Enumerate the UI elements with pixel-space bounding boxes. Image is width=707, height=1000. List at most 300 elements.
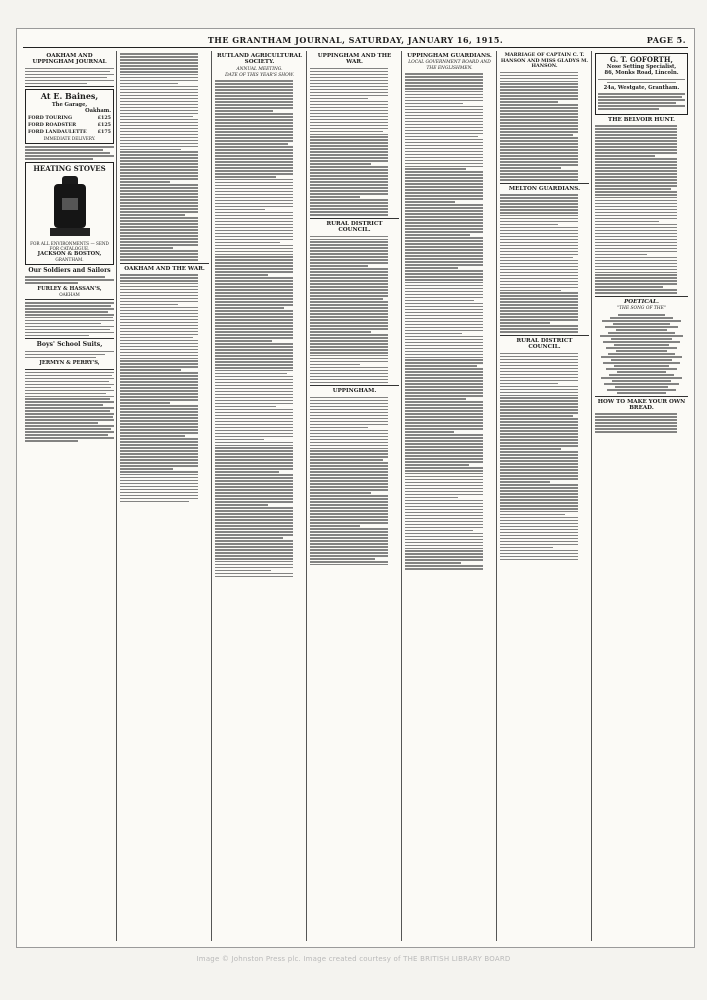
text-line	[215, 495, 293, 497]
text-line	[500, 89, 578, 91]
text-line	[215, 107, 293, 109]
text-line	[405, 234, 470, 236]
text-line	[405, 345, 483, 347]
text-line	[500, 514, 565, 516]
text-line	[120, 408, 198, 410]
text-line	[617, 371, 666, 373]
text-line	[215, 143, 288, 145]
text-line	[120, 101, 198, 103]
text-line	[215, 519, 293, 521]
text-line	[215, 546, 293, 548]
text-line	[405, 85, 483, 87]
text-line	[310, 128, 388, 130]
newspaper-page	[16, 28, 695, 948]
text-line	[595, 146, 677, 148]
text-line	[595, 266, 677, 268]
text-line	[405, 118, 483, 120]
text-line	[215, 456, 293, 458]
text-line	[215, 92, 293, 94]
text-line	[215, 433, 293, 435]
text-line	[405, 497, 458, 499]
text-line	[120, 456, 198, 458]
text-line	[500, 377, 578, 379]
text-line	[215, 167, 293, 169]
text-line	[215, 537, 283, 539]
text-line	[500, 481, 550, 483]
text-line	[500, 386, 578, 388]
text-line	[405, 124, 483, 126]
text-line	[500, 269, 578, 271]
text-line	[405, 425, 483, 427]
text-line	[120, 492, 198, 494]
text-line	[215, 274, 268, 276]
text-line	[500, 505, 578, 507]
text-line	[120, 283, 198, 285]
text-line	[310, 486, 388, 488]
text-line	[120, 444, 198, 446]
text-line	[405, 103, 463, 105]
stoves-advert	[25, 162, 114, 265]
text-line	[500, 83, 578, 85]
poem-title: "THE SONG OF THE"	[617, 306, 666, 312]
text-line	[500, 454, 578, 456]
text-line	[405, 339, 483, 341]
text-line	[310, 459, 383, 461]
text-line	[120, 256, 198, 258]
text-line	[595, 137, 677, 139]
text-line	[120, 160, 198, 162]
text-line	[215, 271, 293, 273]
col6-heading2: MELTON GUARDIANS.	[508, 185, 581, 192]
text-line	[120, 498, 198, 500]
text-line	[120, 181, 170, 183]
text-line	[614, 365, 669, 367]
text-line	[120, 238, 198, 240]
text-line	[310, 283, 388, 285]
text-line	[500, 125, 578, 127]
columns	[23, 51, 688, 941]
text-line	[595, 419, 677, 421]
text-line	[310, 250, 388, 252]
text-line	[595, 128, 677, 130]
text-line	[215, 558, 293, 560]
text-line	[215, 95, 293, 97]
text-line	[120, 393, 198, 395]
text-line	[310, 286, 388, 288]
text-line	[120, 250, 198, 252]
text-line	[310, 406, 388, 408]
column-1	[23, 51, 117, 941]
text-line	[500, 275, 578, 277]
text-line	[500, 415, 573, 417]
text-line	[405, 121, 483, 123]
text-line	[405, 437, 483, 439]
text-line	[120, 202, 198, 204]
jermyn-name: JERMYN & PERRY'S,	[39, 360, 100, 367]
text-line	[405, 398, 466, 400]
text-line	[120, 399, 198, 401]
text-line	[405, 548, 483, 550]
text-line	[595, 206, 677, 208]
text-line	[405, 383, 483, 385]
text-line	[215, 576, 293, 578]
text-line	[405, 342, 483, 344]
text-line	[405, 461, 483, 463]
text-line	[215, 191, 293, 193]
text-line	[120, 154, 198, 156]
text-line	[405, 255, 483, 257]
text-line	[215, 251, 293, 253]
text-line	[405, 449, 483, 451]
text-line	[120, 369, 181, 371]
text-line	[215, 286, 293, 288]
text-line	[310, 343, 388, 345]
text-line	[215, 462, 293, 464]
text-line	[405, 357, 483, 359]
text-line	[405, 539, 483, 541]
col2-heading: OAKHAM AND THE WAR.	[124, 265, 205, 272]
text-line	[500, 359, 578, 361]
text-line	[500, 517, 578, 519]
col4-heading: UPPINGHAM AND THE WAR.	[317, 53, 392, 66]
text-line	[310, 236, 388, 238]
text-line	[405, 410, 483, 412]
text-line	[405, 151, 483, 153]
text-line	[310, 397, 388, 399]
text-line	[405, 198, 483, 200]
price-row: FORD ROADSTER £125	[28, 122, 111, 129]
text-line	[120, 346, 198, 348]
text-line	[595, 173, 677, 175]
text-line	[605, 326, 678, 328]
text-line	[215, 385, 293, 387]
text-line	[500, 469, 578, 471]
text-line	[500, 389, 578, 391]
text-line	[310, 292, 388, 294]
text-line	[500, 113, 578, 115]
text-line	[215, 489, 293, 491]
text-line	[215, 367, 293, 369]
text-line	[215, 236, 293, 238]
text-line	[405, 171, 483, 173]
text-line	[215, 447, 293, 449]
text-line	[120, 119, 198, 121]
stoves-caption: FOR ALL ENVIRONMENTS — SEND FOR CATALOGUE.	[30, 240, 109, 251]
text-line	[310, 280, 388, 282]
text-line	[215, 283, 293, 285]
text-line	[500, 170, 578, 172]
text-line	[500, 508, 578, 510]
text-line	[500, 541, 578, 543]
text-line	[405, 112, 483, 114]
text-line	[310, 439, 388, 441]
text-line	[405, 377, 483, 379]
text-line	[310, 178, 388, 180]
text-line	[405, 500, 483, 502]
text-line	[405, 542, 483, 544]
text-line	[310, 471, 388, 473]
text-line	[120, 244, 198, 246]
text-line	[500, 457, 578, 459]
text-line	[310, 259, 388, 261]
text-line	[500, 412, 578, 414]
text-line	[618, 314, 665, 316]
text-line	[310, 468, 388, 470]
text-line	[215, 325, 293, 327]
column-6	[498, 51, 592, 941]
text-line	[120, 295, 198, 297]
text-line	[500, 496, 578, 498]
text-line	[120, 387, 198, 389]
text-line	[405, 348, 483, 350]
text-line	[595, 289, 677, 291]
text-line	[500, 499, 578, 501]
text-line	[120, 80, 198, 82]
text-line	[310, 445, 388, 447]
text-line	[500, 158, 578, 160]
text-line	[310, 436, 388, 438]
text-line	[310, 125, 388, 127]
text-line	[405, 306, 483, 308]
text-line	[215, 164, 293, 166]
text-line	[310, 134, 388, 136]
garage-town: Oakham.	[85, 107, 111, 114]
text-line	[500, 547, 553, 549]
text-line	[215, 128, 293, 130]
text-line	[215, 424, 293, 426]
text-line	[500, 149, 578, 151]
text-line	[405, 521, 483, 523]
text-line	[500, 167, 561, 169]
text-line	[310, 142, 388, 144]
text-line	[310, 448, 388, 450]
text-line	[500, 424, 578, 426]
text-line	[215, 146, 293, 148]
text-line	[310, 241, 388, 243]
text-line	[310, 131, 383, 133]
text-line	[405, 130, 483, 132]
text-line	[215, 531, 293, 533]
text-line	[215, 173, 293, 175]
text-line	[120, 125, 198, 127]
text-line	[310, 98, 368, 100]
text-line	[603, 362, 679, 364]
text-line	[405, 324, 483, 326]
text-line	[595, 182, 677, 184]
text-line	[215, 477, 293, 479]
text-line	[405, 210, 483, 212]
text-line	[215, 561, 293, 563]
text-line	[215, 212, 293, 214]
text-line	[310, 367, 388, 369]
text-line	[215, 89, 293, 91]
text-line	[120, 360, 198, 362]
text-line	[500, 290, 561, 292]
text-line	[310, 116, 388, 118]
text-line	[120, 247, 173, 249]
text-line	[595, 221, 659, 223]
text-line	[215, 182, 293, 184]
text-line	[310, 519, 388, 521]
text-line	[310, 193, 388, 195]
text-line	[215, 394, 293, 396]
text-line	[500, 397, 578, 399]
text-line	[215, 534, 293, 536]
text-line	[595, 260, 677, 262]
text-line	[215, 504, 268, 506]
text-line	[215, 200, 293, 202]
text-line	[500, 475, 578, 477]
col4-heading2: RURAL DISTRICT COUNCIL.	[326, 220, 383, 234]
text-line	[500, 173, 578, 175]
text-line	[310, 552, 388, 554]
text-line	[120, 328, 198, 330]
masthead-title: THE GRANTHAM JOURNAL, SATURDAY, JANUARY 16, 1915.	[207, 35, 504, 45]
text-line	[310, 274, 388, 276]
text-line	[215, 295, 293, 297]
text-line	[120, 355, 198, 357]
text-line	[405, 419, 483, 421]
text-line	[120, 462, 198, 464]
text-line	[310, 409, 388, 411]
column-4	[308, 51, 402, 941]
text-line	[120, 307, 198, 309]
text-line	[500, 215, 578, 217]
text-line	[500, 550, 578, 552]
text-line	[310, 558, 375, 560]
text-line	[595, 152, 677, 154]
text-line	[600, 335, 683, 337]
text-line	[595, 200, 677, 202]
text-line	[405, 136, 478, 138]
text-line	[405, 115, 483, 117]
text-line	[500, 194, 578, 196]
text-line	[215, 256, 293, 258]
text-line	[120, 131, 198, 133]
text-line	[310, 373, 388, 375]
text-line	[120, 447, 198, 449]
text-line	[500, 107, 578, 109]
text-line	[595, 227, 677, 229]
text-block	[310, 68, 399, 216]
garage-name: At E. Baines,	[40, 91, 99, 102]
text-line	[405, 473, 483, 475]
text-line	[310, 364, 360, 366]
text-line	[120, 71, 198, 73]
text-line	[405, 413, 483, 415]
text-line	[405, 157, 483, 159]
text-line	[310, 400, 388, 402]
text-line	[120, 465, 198, 467]
text-line	[310, 480, 388, 482]
text-line	[310, 304, 388, 306]
text-line	[310, 77, 388, 79]
text-line	[500, 556, 578, 558]
text-line	[215, 471, 279, 473]
text-line	[310, 169, 388, 171]
text-line	[500, 260, 578, 262]
text-line	[405, 276, 483, 278]
text-line	[500, 421, 578, 423]
text-line	[120, 143, 198, 145]
text-line	[405, 458, 483, 460]
text-line	[120, 319, 198, 321]
text-line	[215, 179, 293, 181]
text-line	[500, 322, 550, 324]
text-line	[405, 270, 483, 272]
text-line	[120, 214, 185, 216]
text-line	[120, 423, 198, 425]
text-line	[610, 317, 672, 319]
text-line	[310, 483, 388, 485]
text-line	[215, 242, 280, 244]
text-line	[120, 146, 198, 148]
text-line	[405, 455, 483, 457]
text-line	[405, 177, 483, 179]
text-line	[595, 149, 677, 151]
text-line	[120, 313, 198, 315]
text-line	[215, 307, 284, 309]
text-line	[405, 127, 483, 129]
text-line	[310, 196, 360, 198]
text-line	[500, 98, 578, 100]
text-line	[601, 356, 683, 358]
text-line	[603, 341, 680, 343]
text-line	[215, 254, 293, 256]
text-line	[215, 262, 293, 264]
text-line	[405, 389, 483, 391]
text-line	[120, 277, 198, 279]
text-line	[500, 544, 578, 546]
text-line	[500, 295, 578, 297]
text-line	[215, 555, 293, 557]
text-line	[500, 362, 578, 364]
text-line	[500, 164, 578, 166]
text-line	[595, 161, 677, 163]
text-line	[310, 157, 388, 159]
text-line	[500, 535, 578, 537]
text-line	[405, 479, 483, 481]
text-line	[500, 559, 578, 561]
text-line	[500, 307, 578, 309]
text-line	[500, 409, 578, 411]
text-line	[405, 207, 483, 209]
text-line	[613, 323, 670, 325]
text-line	[215, 233, 293, 235]
goforth-address: 86, Monks Road, Lincoln.	[604, 70, 679, 77]
text-block	[25, 68, 114, 85]
text-line	[405, 309, 483, 311]
text-line	[310, 477, 388, 479]
column-3	[213, 51, 307, 941]
text-line	[215, 486, 293, 488]
text-block	[500, 194, 589, 333]
hunt-heading: THE BELVOIR HUNT.	[608, 116, 675, 123]
text-line	[595, 277, 677, 279]
text-line	[215, 101, 293, 103]
text-line	[120, 426, 198, 428]
text-line	[215, 543, 293, 545]
text-line	[500, 221, 578, 223]
text-line	[120, 232, 198, 234]
text-line	[215, 352, 293, 354]
text-line	[120, 116, 193, 118]
text-line	[215, 480, 293, 482]
text-line	[405, 374, 483, 376]
text-line	[215, 310, 293, 312]
text-line	[595, 203, 677, 205]
text-line	[120, 196, 198, 198]
